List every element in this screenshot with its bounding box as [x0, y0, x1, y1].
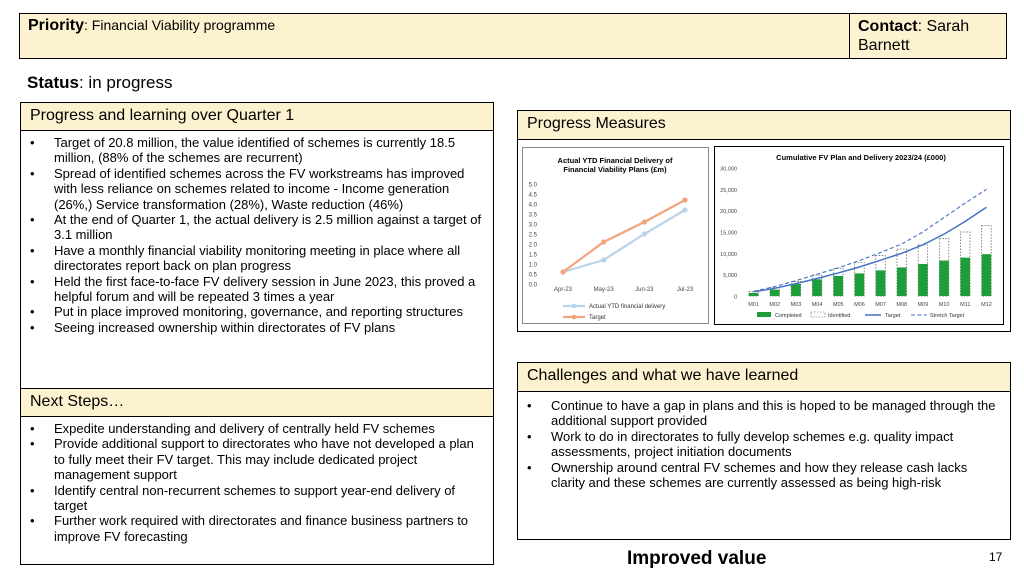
x-tick-label: M10	[938, 302, 950, 308]
x-tick-label: M04	[811, 302, 823, 308]
header-bar	[19, 13, 1007, 59]
contact-label: Contact	[858, 18, 918, 35]
footer-title: Improved value	[627, 548, 767, 569]
legend-label: Identified	[828, 313, 851, 319]
progress-title: Progress and learning over Quarter 1	[20, 102, 494, 131]
y-tick-label: 10,000	[720, 251, 737, 258]
target-line	[754, 207, 987, 291]
bar-completed	[855, 273, 865, 296]
bar-completed	[791, 284, 801, 296]
bar-completed	[770, 290, 780, 296]
y-tick-label: 25,000	[720, 187, 737, 194]
data-point	[642, 219, 647, 224]
legend-label: Actual YTD financial delivery	[589, 304, 666, 310]
list-item: • Work to do in directorates to fully develop schemes e.g. quality impact assessments, project initiation documents	[518, 429, 1003, 460]
chart-title: Actual YTD Financial Delivery of Financial Viability Plans (£m)	[557, 156, 673, 174]
challenges-list	[518, 398, 1003, 490]
data-point	[682, 197, 687, 202]
list-item: • Spread of identified schemes across the FV workstreams has improved with less reliance on schemes related to income - Income generation (26%,) Service transformation (28%), Waste reduction (46%)	[21, 166, 487, 212]
list-item: • Identify central non-recurrent schemes to support year-end delivery of target	[21, 483, 487, 514]
list-item: • Expedite understanding and delivery of centrally held FV schemes	[21, 421, 487, 436]
data-point	[601, 239, 606, 244]
status	[27, 73, 173, 93]
bar-completed	[812, 279, 822, 296]
y-tick-label: 2.5	[528, 232, 537, 239]
measures-title: Progress Measures	[517, 110, 1011, 140]
legend-swatch	[757, 312, 771, 317]
legend-marker	[572, 315, 577, 320]
next-steps-list	[21, 421, 487, 544]
legend-swatch	[811, 312, 825, 317]
x-tick-label: M11	[960, 302, 971, 308]
legend-label: Stretch Target	[930, 313, 965, 319]
x-tick-label: Apr-23	[553, 287, 573, 293]
stretch-target-line	[754, 189, 987, 291]
x-tick-label: M09	[917, 302, 929, 308]
x-tick-label: M07	[875, 302, 886, 308]
bar-completed	[897, 267, 907, 296]
list-item: • Further work required with directorates and finance business partners to improve FV forecasting	[21, 513, 487, 544]
y-tick-label: 3.5	[528, 212, 537, 219]
list-item: • At the end of Quarter 1, the actual delivery is 2.5 million against a target of 3.1 million	[21, 212, 487, 243]
x-tick-label: M12	[981, 302, 992, 308]
legend-label: Completed	[775, 313, 802, 319]
challenges-title: Challenges and what we have learned	[517, 362, 1011, 392]
y-tick-label: 1.5	[528, 252, 537, 259]
status-label: Status	[27, 73, 79, 92]
data-point	[560, 269, 565, 274]
y-tick-label: 3.0	[528, 222, 537, 229]
chart-actual-ytd	[522, 147, 709, 324]
bar-completed	[749, 293, 759, 296]
priority-value: : Financial Viability programme	[84, 17, 276, 33]
status-value: : in progress	[78, 73, 173, 92]
y-tick-label: 20,000	[720, 209, 737, 216]
list-item: • Target of 20.8 million, the value identified of schemes is currently 18.5 million, (88% of the schemes are recurrent)	[21, 135, 487, 166]
y-tick-label: 0.0	[528, 282, 537, 289]
bar-completed	[939, 261, 949, 296]
list-item: • Seeing increased ownership within directorates of FV plans	[21, 320, 487, 335]
list-item: • Continue to have a gap in plans and this is hoped to be managed through the additional support provided	[518, 398, 1003, 429]
x-tick-label: M08	[896, 302, 908, 308]
progress-list	[21, 135, 487, 335]
chart-cumulative	[714, 146, 1004, 325]
y-tick-label: 4.0	[528, 202, 537, 209]
legend-label: Target	[589, 315, 606, 321]
x-tick-label: M05	[832, 302, 844, 308]
bar-completed	[918, 264, 928, 296]
y-tick-label: 5.0	[528, 182, 537, 189]
y-tick-label: 0	[733, 294, 737, 301]
bar-completed	[982, 254, 992, 296]
y-tick-label: 0.5	[528, 272, 537, 279]
data-point	[642, 231, 647, 236]
chart-title: Cumulative FV Plan and Delivery 2023/24 (£000)	[776, 153, 946, 162]
x-tick-label: Jul-23	[676, 287, 694, 293]
list-item: • Held the first face-to-face FV delivery session in June 2023, this proved a helpful forum and will be repeated 3 times a year	[21, 274, 487, 305]
x-tick-label: M03	[790, 302, 802, 308]
series-line	[563, 210, 685, 272]
bar-completed	[833, 276, 843, 296]
list-item: • Put in place improved monitoring, governance, and reporting structures	[21, 304, 487, 319]
contact-value: : Sarah Barnett	[858, 18, 970, 54]
legend-label: Target	[885, 313, 901, 319]
y-tick-label: 5,000	[723, 273, 737, 280]
data-point	[682, 207, 687, 212]
y-tick-label: 1.0	[528, 262, 537, 269]
chart-actual-ytd-svg	[523, 148, 708, 323]
legend-marker	[572, 304, 577, 309]
x-tick-label: M02	[769, 302, 781, 308]
bar-completed	[876, 270, 886, 296]
series-line	[563, 200, 685, 272]
x-tick-label: May-23	[593, 287, 614, 293]
priority	[20, 14, 849, 58]
chart-cumulative-svg	[715, 147, 1003, 324]
priority-label: Priority	[28, 17, 85, 34]
bar-completed	[960, 258, 970, 296]
x-tick-label: M01	[748, 302, 759, 308]
contact	[849, 14, 1006, 58]
next-steps-title: Next Steps…	[20, 388, 494, 417]
x-tick-label: Jun-23	[635, 287, 654, 293]
page-number: 17	[989, 550, 1003, 564]
x-tick-label: M06	[854, 302, 865, 308]
y-tick-label: 30,000	[720, 166, 737, 173]
list-item: • Have a monthly financial viability monitoring meeting in place where all directorates report back on plan progress	[21, 243, 487, 274]
y-tick-label: 2.0	[528, 242, 537, 249]
list-item: • Ownership around central FV schemes and how they release cash lacks clarity and these schemes are currently assessed as being high-risk	[518, 460, 1003, 491]
list-item: • Provide additional support to directorates who have not developed a plan to fully meet their FV target. This may include dedicated project management support	[21, 436, 487, 482]
y-tick-label: 15,000	[720, 230, 737, 237]
y-tick-label: 4.5	[528, 192, 537, 199]
data-point	[601, 257, 606, 262]
